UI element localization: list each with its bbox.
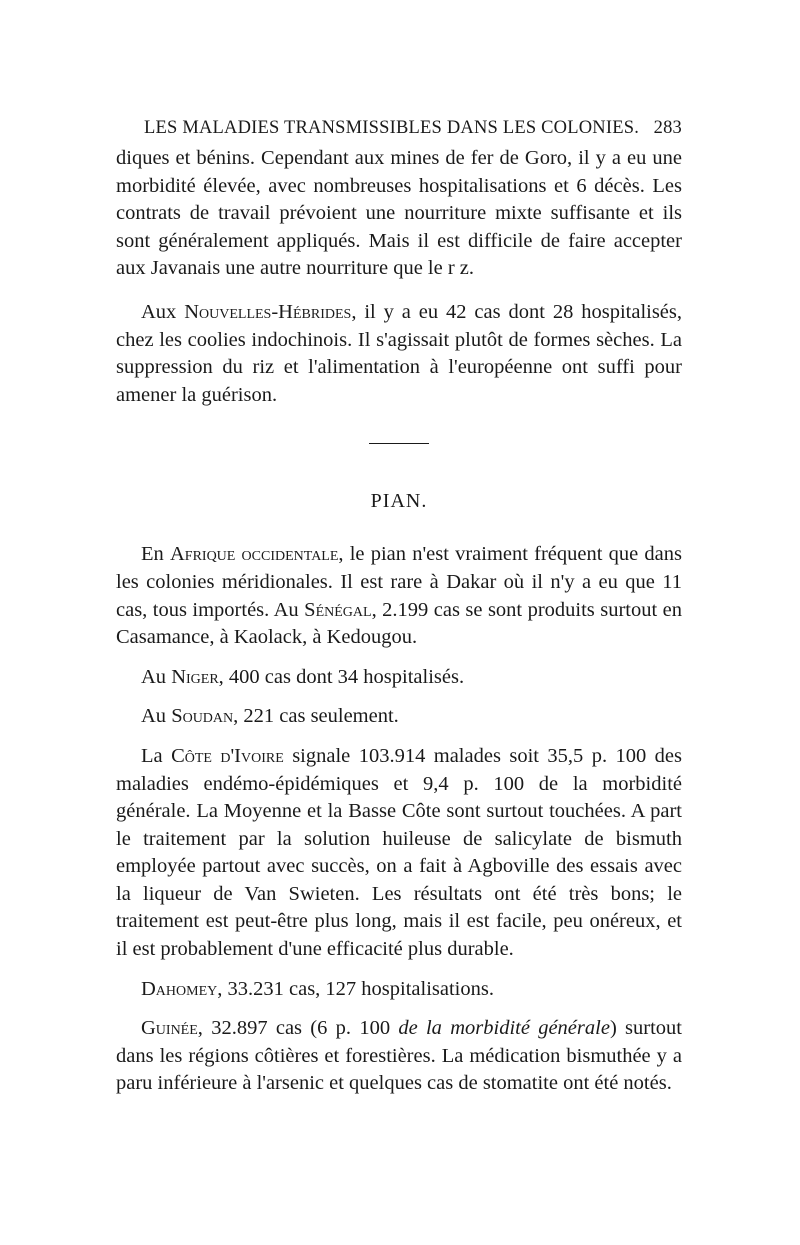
lead-word: Au — [141, 705, 167, 728]
running-head — [116, 118, 682, 139]
paragraph-continuation: diques et bénins. Cependant aux mines de fer de Goro, il y a eu une morbidité élevée, avec nombreuses hospitalisations et 6 décès. Les contrats de travail prévoient une nourriture mixte suffisante et ils sont généralement appliqués. Mais il est difficile de faire accepter aux Javanais une autre nourriture que le r z. — [116, 147, 682, 280]
lead-word: Au — [141, 665, 167, 688]
place-name: Sénégal — [304, 598, 372, 621]
paragraph-dahomey — [116, 976, 682, 1004]
paragraph-text: ) surtout dans les régions côtières et forestières. La médication bismuthée y a paru inférieure à l'arsenic et quelques cas de stomatite ont été notés. — [116, 1017, 682, 1095]
lead-word: Aux — [141, 300, 177, 323]
paragraph-nouvelles-hebrides — [116, 299, 682, 409]
paragraph-text: signale 103.914 malades soit 35,5 p. 100 des maladies endémo-épidémiques et 9,4 p. 100 de la morbidité générale. La Moyenne et la Basse Côte sont surtout touchées. A part le traitement par la solution huileuse de salicylate de bismuth employée partout avec succès, on a fait à Agboville des essais avec la liqueur de Van Swieten. Les résultats ont été très bons; le traitement est peut-être plus long, mais il est facile, peu onéreux, et il est probablement d'une efficacité plus durable. — [116, 744, 682, 961]
section-title: PIAN. — [370, 490, 428, 513]
paragraph-guinee — [116, 1015, 682, 1098]
paragraph-afrique-occidentale — [116, 541, 682, 651]
paragraph-text: , 2.199 cas se sont produits surtout en Casamance, à Kaolack, à Kedougou. — [116, 598, 683, 649]
paragraph-cote-ivoire — [116, 743, 682, 964]
document-page — [116, 118, 682, 1098]
place-name: Soudan — [171, 705, 234, 728]
italic-text: de la morbidité générale — [398, 1017, 610, 1040]
paragraph-text: , 400 cas dont 34 hospitalisés. — [218, 665, 465, 688]
paragraph-text: , il y a eu 42 cas dont 28 hospitalisés, chez les coolies indochinois. Il s'agissait plutôt de formes sèches. La suppression du riz et l'alimentation à l'européenne ont suffi pour amener la guérison. — [116, 300, 683, 406]
place-name: Afrique occidentale — [169, 543, 339, 566]
section-divider — [369, 443, 429, 444]
paragraph-soudan — [116, 703, 682, 731]
place-name: Côte d'Ivoire — [171, 744, 284, 767]
paragraph-text: , 33.231 cas, 127 hospitalisations. — [217, 977, 494, 1000]
lead-word: En — [141, 543, 164, 566]
lead-word: La — [141, 744, 163, 767]
place-name: Nouvelles-Hébrides — [184, 300, 352, 323]
paragraph-text: , 32.897 cas (6 p. 100 — [197, 1017, 399, 1040]
paragraph-text: , 221 cas seulement. — [233, 705, 399, 728]
place-name: Dahomey — [141, 977, 218, 1000]
paragraph-text: , le pian n'est vraiment fréquent que dans les colonies méridionales. Il est rare à Dakar où il n'y a eu que 11 cas, tous importés. Au — [116, 543, 683, 621]
running-head-title: LES MALADIES TRANSMISSIBLES DANS LES COLONIES. — [144, 118, 640, 138]
paragraph-niger — [116, 664, 682, 692]
place-name: Guinée — [141, 1017, 198, 1040]
place-name: Niger — [171, 665, 219, 688]
page-number: 283 — [653, 118, 682, 138]
